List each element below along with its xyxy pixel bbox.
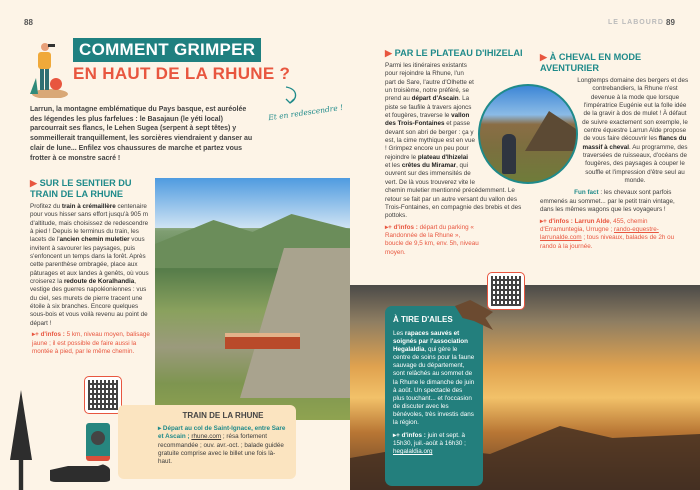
running-head: LE LABOURD [608,19,664,26]
qr-code[interactable] [487,272,525,310]
page-number: 88 [24,18,33,27]
section-body: Parmi les itinéraires existants pour rejoindre la Rhune, l'un part de Sare, l'autre d'Olhette et un troisième, notre préféré, se prend au départ d'Ascain. La piste se faufile à travers ajoncs et fougères, traverse le vallon des Trois-Fontaines et passe devant son abri de berger : ça y est, la cime mythique est en vue ! Grimpez encore un peu pour rejoindre le plateau d'Ihizelai et les crêtes du Miramar, qui ouvrent sur des immensités de vert. De là vous trouverez vite le chemin muletier mentionné précédemment. Le retour se fait par un autre versant du vallon des Trois-Fontaines, en compagnie des brebis et des pottoks. [385,62,522,220]
section-body: Profitez du train à crémaillère centenaire pour vous hisser sans effort jusqu'à 905 m d'altitude, mais choisissez de redescendre à pied ! Depuis le terminus du train, les lacets de l'ancien chemin muletier vous invitent à savourer les paysages, puis s'enfoncent un temps dans la forêt. Après cette parenthèse ombragée, place aux pâturages et aux landes à genêts, où vous croiserez la redoute de Koralhandia, vestige des guerres napoléoniennes : vus du ciel, ses murets de pierre tracent une étoile à six branches. Encore quelques sous-bois et vous voilà revenu au point de départ ! [30,203,149,327]
box-title: À TIRE D'AILES [393,315,453,324]
triangle-icon: ▶ [30,178,38,188]
section-heading: PAR LE PLATEAU D'IHIZELAI [394,48,523,58]
section-horse [540,52,690,251]
more-info: ▸+ d'infos : Larrun Alde, 455, chemin d'Erramuntegia, Urrugne ; rando-equestre-larrunalde.com ; tous niveaux, balades de 2h ou rando à la journée. [540,217,675,250]
fun-fact: Fun fact : les chevaux sont parfois emmenés au sommet... par le petit train vintage, dans les mêmes wagons que les voyageurs ! [540,189,675,214]
hiker-illustration [28,38,68,98]
more-info: ▸+ d'infos : départ du parking « Randonnée de la Rhune », boucle de 9,5 km, env. 5h, niveau moyen. [385,223,479,256]
intro-paragraph: Larrun, la montagne emblématique du Pays basque, est auréolée des légendes les plus farfelues : le Basajaun (le yéti local) parcourrait ses flancs, le Lehen Sugea (serpent à sept têtes) y sommeillerait tranquillement, les sorcières viendraient y danser au clair de lune... Enfilez vos chaussures de marche et partez vous frotter à ce monstre sacré ! [30,106,253,162]
triangle-icon: ▶ [385,48,393,58]
curved-arrow-icon [282,85,300,107]
page-number: 89 [666,18,675,27]
infobox-title: TRAIN DE LA RHUNE [182,411,264,420]
section-body: Longtemps domaine des bergers et des contrebandiers, la Rhune n'est devenue à la mode que lorsque l'impératrice Eugénie eut la folle idée de la gravir à dos de mulet ! À défaut de suivre exactement son exemple, le centre équestre Larrun Alde propose de vous faire découvrir les flancs du massif à cheval. Au programme, des traversées de ruisseaux, d'océans de fougères, des paysages à couper le souffle et l'impression d'être seul au monde. [577,77,689,185]
raptor-info-box: À TIRE D'AILES Les rapaces sauvés et soignés par l'association Hegalaldia, qui gère le centre de soins pour la faune sauvage du département, sont relâchés au sommet de la Rhune le dimanche de juin à août. Un spectacle des plus touchant... et l'occasion de discuter avec les bénévoles, très investis dans la région. ▸+ d'infos : juin et sept. à 15h30, juil.-août à 16h30 ; hegalaldia.org [385,306,483,486]
triangle-icon: ▶ [540,52,548,62]
more-info: ▸+ d'infos : 5 km, niveau moyen, balisage jaune ; il est possible de faire aussi la montée à pied, par le même chemin. [32,331,150,355]
section-heading: À CHEVAL EN MODE AVENTURIER [540,52,642,73]
section-plateau [385,48,525,257]
tree-silhouette [10,390,32,490]
qr-code[interactable] [84,376,122,414]
section-train-path [30,178,150,356]
right-page [350,0,700,490]
hegalaldia-link[interactable]: hegalaldia.org [393,448,433,456]
rhune-link[interactable]: rhune.com [191,433,222,441]
page-title-line1: COMMENT GRIMPER [73,38,261,62]
page-title-line2: EN HAUT DE LA RHUNE ? [73,64,291,83]
handwritten-note: Et en redescendre ! [267,102,344,123]
train-image [225,333,300,349]
locomotive-icon [86,423,110,461]
animals-silhouette [50,462,110,482]
more-info: ▸+ d'infos : juin et sept. à 15h30, juil.-août à 16h30 ; hegalaldia.org [393,432,466,456]
train-info-box: TRAIN DE LA RHUNE ▸ Départ au col de Saint-Ignace, entre Sare et Ascain ; rhune.com ; résa fortement recommandée ; ouv. avr.-oct. ; balade guidée gratuite comprise avec le billet une fois là-haut. [118,405,296,479]
train-photo [155,178,350,420]
section-heading: ▶ SUR LE SENTIER DU TRAIN DE LA RHUNE [30,178,132,199]
equestrian-link[interactable]: rando-equestre-larrunalde.com [540,225,659,242]
